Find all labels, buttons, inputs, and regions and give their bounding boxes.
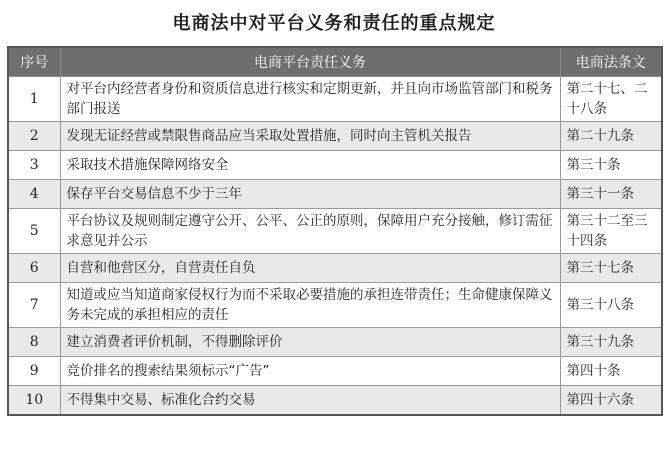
table-header-row xyxy=(8,47,662,77)
table-row xyxy=(8,328,662,357)
row-clause: 第二十九条 xyxy=(560,122,662,151)
row-clause: 第三十条 xyxy=(560,151,662,180)
table-row xyxy=(8,386,662,416)
row-clause: 第三十八条 xyxy=(560,283,662,328)
row-duty: 不得集中交易、标准化合约交易 xyxy=(60,386,560,416)
row-duty: 自营和他营区分，自营责任自负 xyxy=(60,254,560,283)
table-row xyxy=(8,151,662,180)
row-clause: 第三十九条 xyxy=(560,328,662,357)
table-row xyxy=(8,254,662,283)
row-duty: 保存平台交易信息不少于三年 xyxy=(60,180,560,209)
row-duty: 平台协议及规则制定遵守公开、公平、公正的原则，保障用户充分接触，修订需征求意见并公示 xyxy=(60,209,560,254)
row-index: 10 xyxy=(8,386,60,416)
row-index: 6 xyxy=(8,254,60,283)
row-index: 4 xyxy=(8,180,60,209)
table-row xyxy=(8,77,662,122)
row-clause: 第三十七条 xyxy=(560,254,662,283)
table-row xyxy=(8,122,662,151)
row-duty: 知道或应当知道商家侵权行为而不采取必要措施的承担连带责任；生命健康保障义务未完成的承担相应的责任 xyxy=(60,283,560,328)
row-index: 8 xyxy=(8,328,60,357)
table-title: 电商法中对平台义务和责任的重点规定 xyxy=(172,13,496,34)
row-index: 5 xyxy=(8,209,60,254)
row-clause: 第三十一条 xyxy=(560,180,662,209)
row-clause: 第四十条 xyxy=(560,357,662,386)
row-duty: 建立消费者评价机制，不得删除评价 xyxy=(60,328,560,357)
row-duty: 采取技术措施保障网络安全 xyxy=(60,151,560,180)
row-duty: 竞价排名的搜索结果须标示“广告” xyxy=(60,357,560,386)
row-clause: 第四十六条 xyxy=(560,386,662,416)
row-clause: 第二十七、二十八条 xyxy=(560,77,662,122)
row-index: 1 xyxy=(8,77,60,122)
row-index: 3 xyxy=(8,151,60,180)
row-duty: 对平台内经营者身份和资质信息进行核实和定期更新，并且向市场监管部门和税务部门报送 xyxy=(60,77,560,122)
row-index: 2 xyxy=(8,122,60,151)
table-row xyxy=(8,209,662,254)
table-row xyxy=(8,180,662,209)
row-index: 9 xyxy=(8,357,60,386)
regulation-table xyxy=(7,46,663,416)
table-row xyxy=(8,357,662,386)
table-row xyxy=(8,283,662,328)
header-duty: 电商平台责任义务 xyxy=(60,47,560,77)
row-index: 7 xyxy=(8,283,60,328)
row-duty: 发现无证经营或禁限售商品应当采取处置措施，同时向主管机关报告 xyxy=(60,122,560,151)
row-clause: 第三十二至三十四条 xyxy=(560,209,662,254)
header-index: 序号 xyxy=(8,47,60,77)
header-clause: 电商法条文 xyxy=(560,47,662,77)
